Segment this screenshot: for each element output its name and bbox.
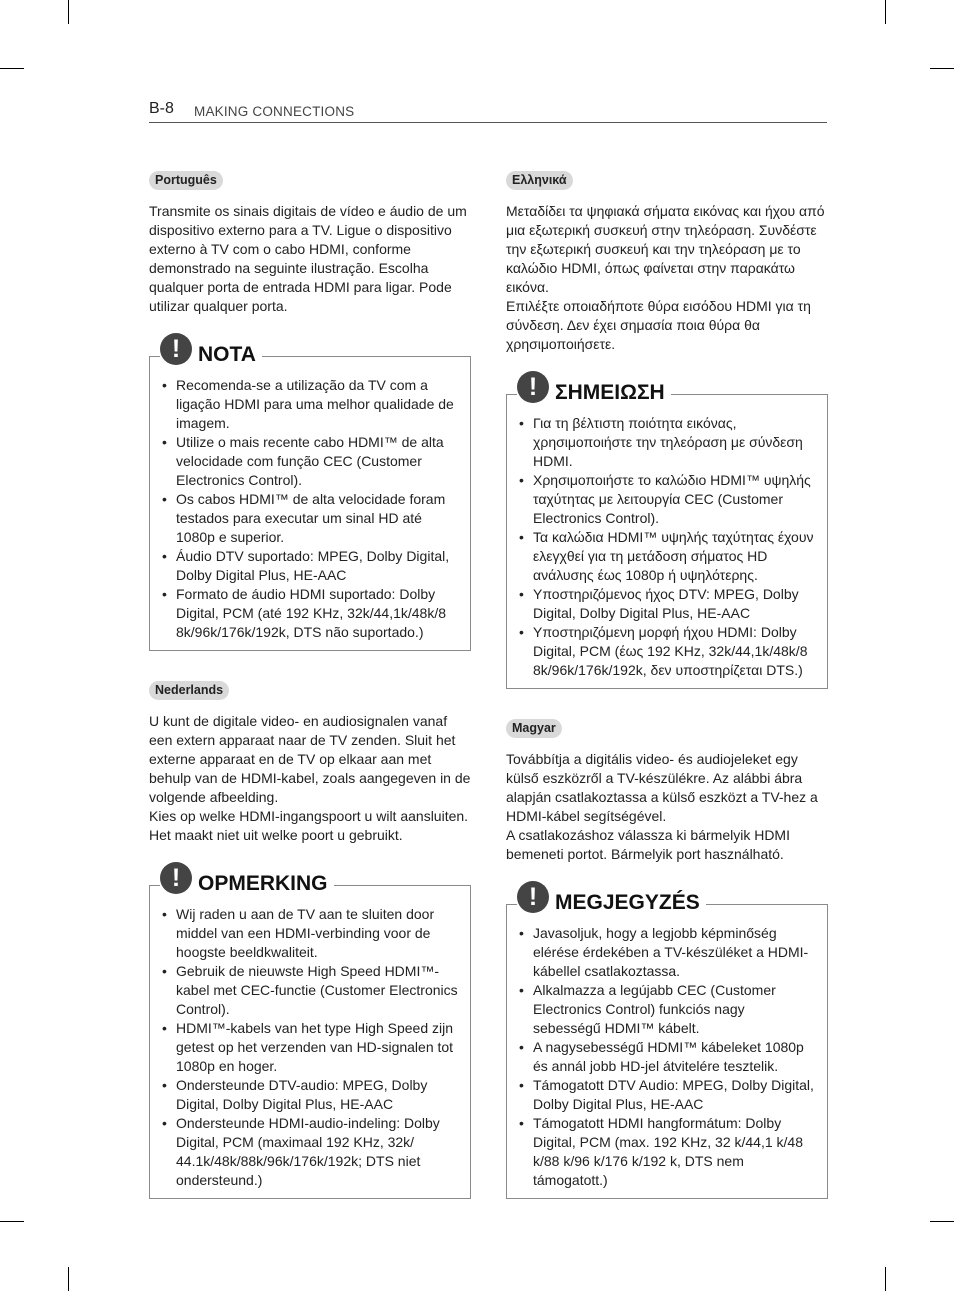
list-item: • A nagysebességű HDMI™ kábeleket 1080p és annál jobb HD-jel átvitelére tesztelik. <box>515 1038 815 1076</box>
intro-paragraph: Μεταδίδει τα ψηφιακά σήματα εικόνας και ήχου από μια εξωτερική συσκευή στην τηλεόραση. Συνδέστε την εξωτερική συσκευή και την τηλεόραση με το καλώδιο HDMI, όπως φαίνεται στην παρακάτω εικόνα. Επιλέξτε οποιαδήποτε θύρα εισόδου HDMI για τη σύνδεση. Δεν έχει σημασία ποια θύρα θα χρησιμοποιήσετε. <box>506 203 825 352</box>
crop-mark <box>930 1221 954 1222</box>
crop-mark <box>68 1267 69 1291</box>
crop-mark <box>930 68 954 69</box>
exclamation-icon: ! <box>517 881 549 913</box>
list-item: • Alkalmazza a legújabb CEC (Customer Electronics Control) funkciós nagy sebességű HDMI™ kábelt. <box>515 981 815 1038</box>
note-header <box>160 333 262 365</box>
section-greek <box>506 171 828 689</box>
intro-paragraph: Továbbítja a digitális video- és audiojeleket egy külső eszközről a TV-készülékre. Az alábbi ábra alapján csatlakoztassa a külső eszközt a TV-hez a HDMI-kábel segítségével. A csatlakozáshoz válassza ki bármelyik HDMI bemeneti portot. Bármelyik port használható. <box>506 751 818 862</box>
section-hungarian <box>506 719 828 1199</box>
exclamation-icon: ! <box>160 333 192 365</box>
language-badge: Nederlands <box>149 681 229 700</box>
language-badge: Português <box>149 171 223 190</box>
note-list <box>515 414 815 680</box>
section-title: MAKING CONNECTIONS <box>194 104 355 119</box>
crop-mark <box>68 0 69 24</box>
page-header <box>149 100 827 123</box>
page-number: B-8 <box>149 100 174 117</box>
crop-mark <box>885 1267 886 1291</box>
list-item: • Támogatott DTV Audio: MPEG, Dolby Digital, Dolby Digital Plus, HE-AAC <box>515 1076 815 1114</box>
exclamation-icon: ! <box>160 862 192 894</box>
note-box <box>149 863 471 1199</box>
note-title: ΣΗΜΕΙΩΣΗ <box>555 381 665 404</box>
note-header <box>160 862 334 894</box>
exclamation-icon: ! <box>517 371 549 403</box>
note-header <box>517 371 671 403</box>
list-item: • Os cabos HDMI™ de alta velocidade foram testados para executar um sinal HD até 1080p e superior. <box>158 490 458 547</box>
list-item: • Υποστηριζόμενη μορφή ήχου HDMI: Dolby Digital, PCM (έως 192 KHz, 32k/44,1k/48k/8 8k/96k/176k/192k, δεν υποστηρίζεται DTS.) <box>515 623 815 680</box>
note-title: MEGJEGYZÉS <box>555 891 700 914</box>
list-item: • Wij raden u aan de TV aan te sluiten door middel van een HDMI-verbinding voor de hoogste beeldkwaliteit. <box>158 905 458 962</box>
note-box <box>149 334 471 651</box>
crop-mark <box>0 1221 24 1222</box>
list-item: • Ondersteunde HDMI-audio-indeling: Dolby Digital, PCM (maximaal 192 KHz, 32k/ 44.1k/48k/88k/96k/176k/192k; DTS niet ondersteund.) <box>158 1114 458 1190</box>
note-list <box>515 924 815 1190</box>
language-badge: Magyar <box>506 719 562 738</box>
list-item: • Για τη βέλτιστη ποιότητα εικόνας, χρησιμοποιήστε την τηλεόραση με σύνδεση HDMI. <box>515 414 815 471</box>
list-item: • Utilize o mais recente cabo HDMI™ de alta velocidade com função CEC (Customer Electronics Control). <box>158 433 458 490</box>
list-item: • Χρησιμοποιήστε το καλώδιο HDMI™ υψηλής ταχύτητας με λειτουργία CEC (Customer Electronics Control). <box>515 471 815 528</box>
note-box <box>506 372 828 689</box>
list-item: • Ondersteunde DTV-audio: MPEG, Dolby Digital, Dolby Digital Plus, HE-AAC <box>158 1076 458 1114</box>
language-badge: Ελληνικά <box>506 171 573 190</box>
note-box <box>506 882 828 1199</box>
note-list <box>158 376 458 642</box>
list-item: • Javasoljuk, hogy a legjobb képminőség elérése érdekében a TV-készüléket a HDMI-kábellel csatlakoztassa. <box>515 924 815 981</box>
list-item: • Támogatott HDMI hangformátum: Dolby Digital, PCM (max. 192 KHz, 32 k/44,1 k/48 k/88 k/96 k/176 k/192 k, DTS nem támogatott.) <box>515 1114 815 1190</box>
list-item: • HDMI™-kabels van het type High Speed zijn getest op het verzenden van HD-signalen tot 1080p en hoger. <box>158 1019 458 1076</box>
note-title: NOTA <box>198 343 256 366</box>
list-item: • Τα καλώδια HDMI™ υψηλής ταχύτητας έχουν ελεγχθεί για τη μετάδοση σήματος HD ανάλυσης έως 1080p ή υψηλότερης. <box>515 528 815 585</box>
right-column <box>506 171 828 1199</box>
intro-paragraph: Transmite os sinais digitais de vídeo e áudio de um dispositivo externo para a TV. Ligue o dispositivo externo à TV com o cabo HDMI, conforme demonstrado na seguinte ilustração. Escolha qualquer porta de entrada HDMI para ligar. Pode utilizar qualquer porta. <box>149 203 467 314</box>
list-item: • Υποστηριζόμενος ήχος DTV: MPEG, Dolby Digital, Dolby Digital Plus, HE-AAC <box>515 585 815 623</box>
left-column <box>149 171 471 1199</box>
note-title: OPMERKING <box>198 872 328 895</box>
section-dutch <box>149 681 471 1199</box>
list-item: • Áudio DTV suportado: MPEG, Dolby Digital, Dolby Digital Plus, HE-AAC <box>158 547 458 585</box>
note-header <box>517 881 706 913</box>
list-item: • Recomenda-se a utilização da TV com a ligação HDMI para uma melhor qualidade de imagem. <box>158 376 458 433</box>
note-list <box>158 905 458 1190</box>
list-item: • Formato de áudio HDMI suportado: Dolby Digital, PCM (até 192 KHz, 32k/44,1k/48k/8 8k/96k/176k/192k, DTS não suportado.) <box>158 585 458 642</box>
section-portuguese <box>149 171 471 651</box>
list-item: • Gebruik de nieuwste High Speed HDMI™-kabel met CEC-functie (Customer Electronics Control). <box>158 962 458 1019</box>
crop-mark <box>0 68 24 69</box>
intro-paragraph: U kunt de digitale video- en audiosignalen vanaf een extern apparaat naar de TV zenden. Sluit het externe apparaat en de TV op elkaar aan met behulp van de HDMI-kabel, zoals aangegeven in de volgende afbeelding. Kies op welke HDMI-ingangspoort u wilt aansluiten. Het maakt niet uit welke poort u gebruikt. <box>149 713 471 843</box>
crop-mark <box>885 0 886 24</box>
